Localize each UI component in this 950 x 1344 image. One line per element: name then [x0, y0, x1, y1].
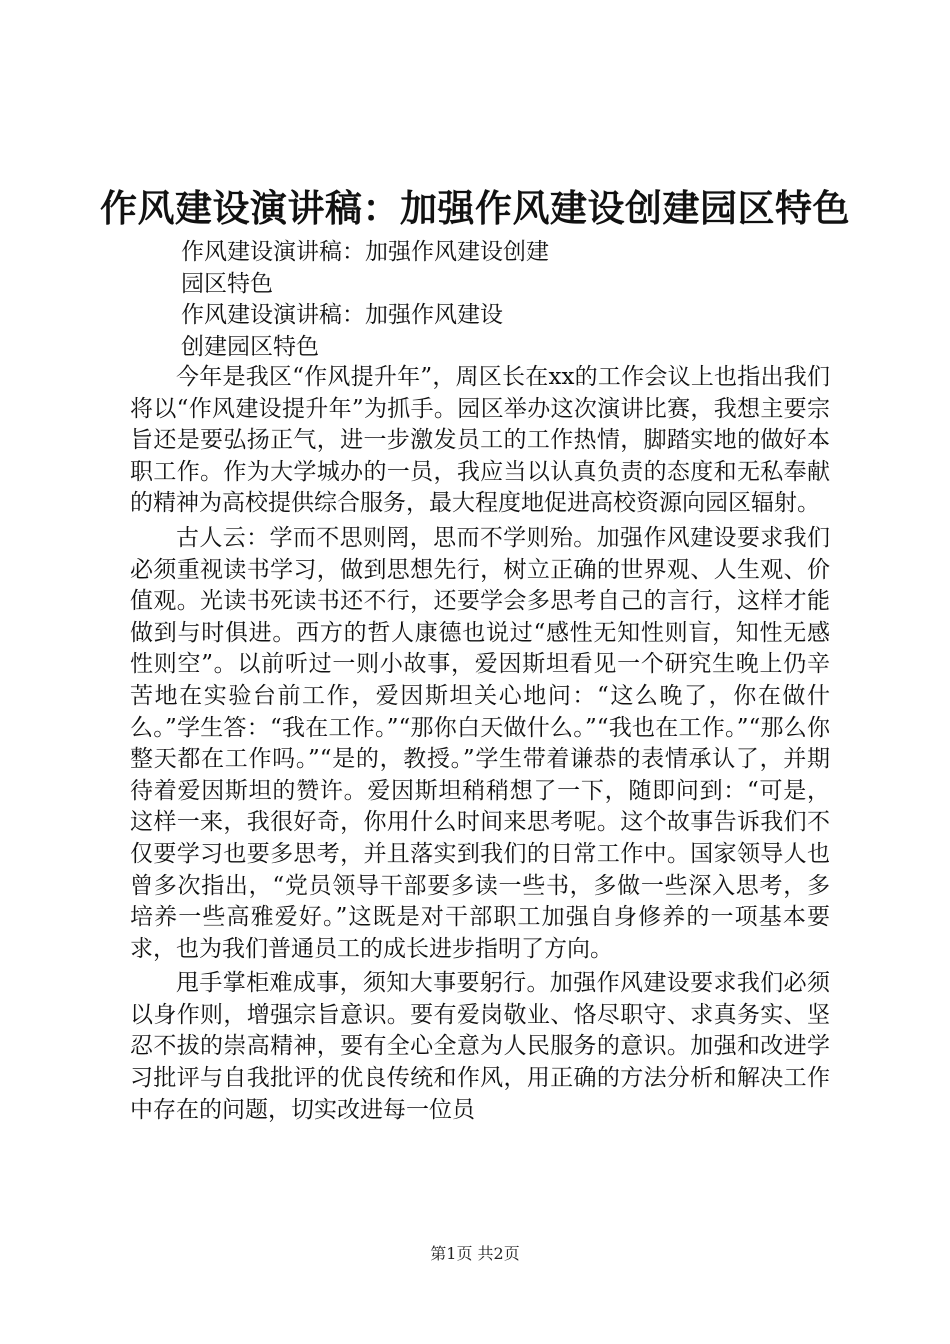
subtitle-line: 园区特色 — [181, 271, 273, 297]
subtitle-line: 作风建设演讲稿：加强作风建设创建 — [181, 239, 549, 265]
document-title: 作风建设演讲稿：加强作风建设创建园区特色 — [100, 186, 850, 230]
document-body — [130, 362, 830, 1126]
body-paragraph: 古人云：学而不思则罔，思而不学则殆。加强作风建设要求我们必须重视读书学习，做到思想先行，树立正确的世界观、人生观、价值观。光读书死读书还不行，还要学会多思考自己的言行，这样才能做到与时俱进。西方的哲人康德也说过“感性无知性则盲，知性无感性则空”。以前听过一则小故事，爱因斯坦看见一个研究生晚上仍辛苦地在实验台前工作，爱因斯坦关心地问：“这么晚了，你在做什么。”学生答：“我在工作。”“那你白天做什么。”“我也在工作。”“那么你整天都在工作吗。”“是的，教授。”学生带着谦恭的表情承认了，并期待着爱因斯坦的赞许。爱因斯坦稍稍想了一下，随即问到：“可是，这样一来，我很好奇，你用什么时间来思考呢。这个故事告诉我们不仅要学习也要多思考，并且落实到我们的日常工作中。国家领导人也曾多次指出，“党员领导干部要多读一些书，多做一些深入思考，多培养一些高雅爱好。”这既是对干部职工加强自身修养的一项基本要求，也为我们普通员工的成长进步指明了方向。 — [130, 524, 830, 962]
body-paragraph: 今年是我区“作风提升年”，周区长在xx的工作会议上也指出我们将以“作风建设提升年”为抓手。园区举办这次演讲比赛，我想主要宗旨还是要弘扬正气，进一步激发员工的工作热情，脚踏实地的做好本职工作。作为大学城办的一员，我应当以认真负责的态度和无私奉献的精神为高校提供综合服务，最大程度地促进高校资源向园区辐射。 — [130, 364, 830, 517]
subtitle-line: 作风建设演讲稿：加强作风建设 — [181, 302, 503, 328]
page-footer: 第1页 共2页 — [430, 1244, 520, 1263]
subtitle-line: 创建园区特色 — [181, 334, 319, 360]
body-paragraph: 甩手掌柜难成事，须知大事要躬行。加强作风建设要求我们必须以身作则，增强宗旨意识。要有爱岗敬业、恪尽职守、求真务实、坚忍不拔的崇高精神，要有全心全意为人民服务的意识。加强和改进学习批评与自我批评的优良传统和作风，用正确的方法分析和解决工作中存在的问题，切实改进每一位员 — [130, 970, 830, 1123]
